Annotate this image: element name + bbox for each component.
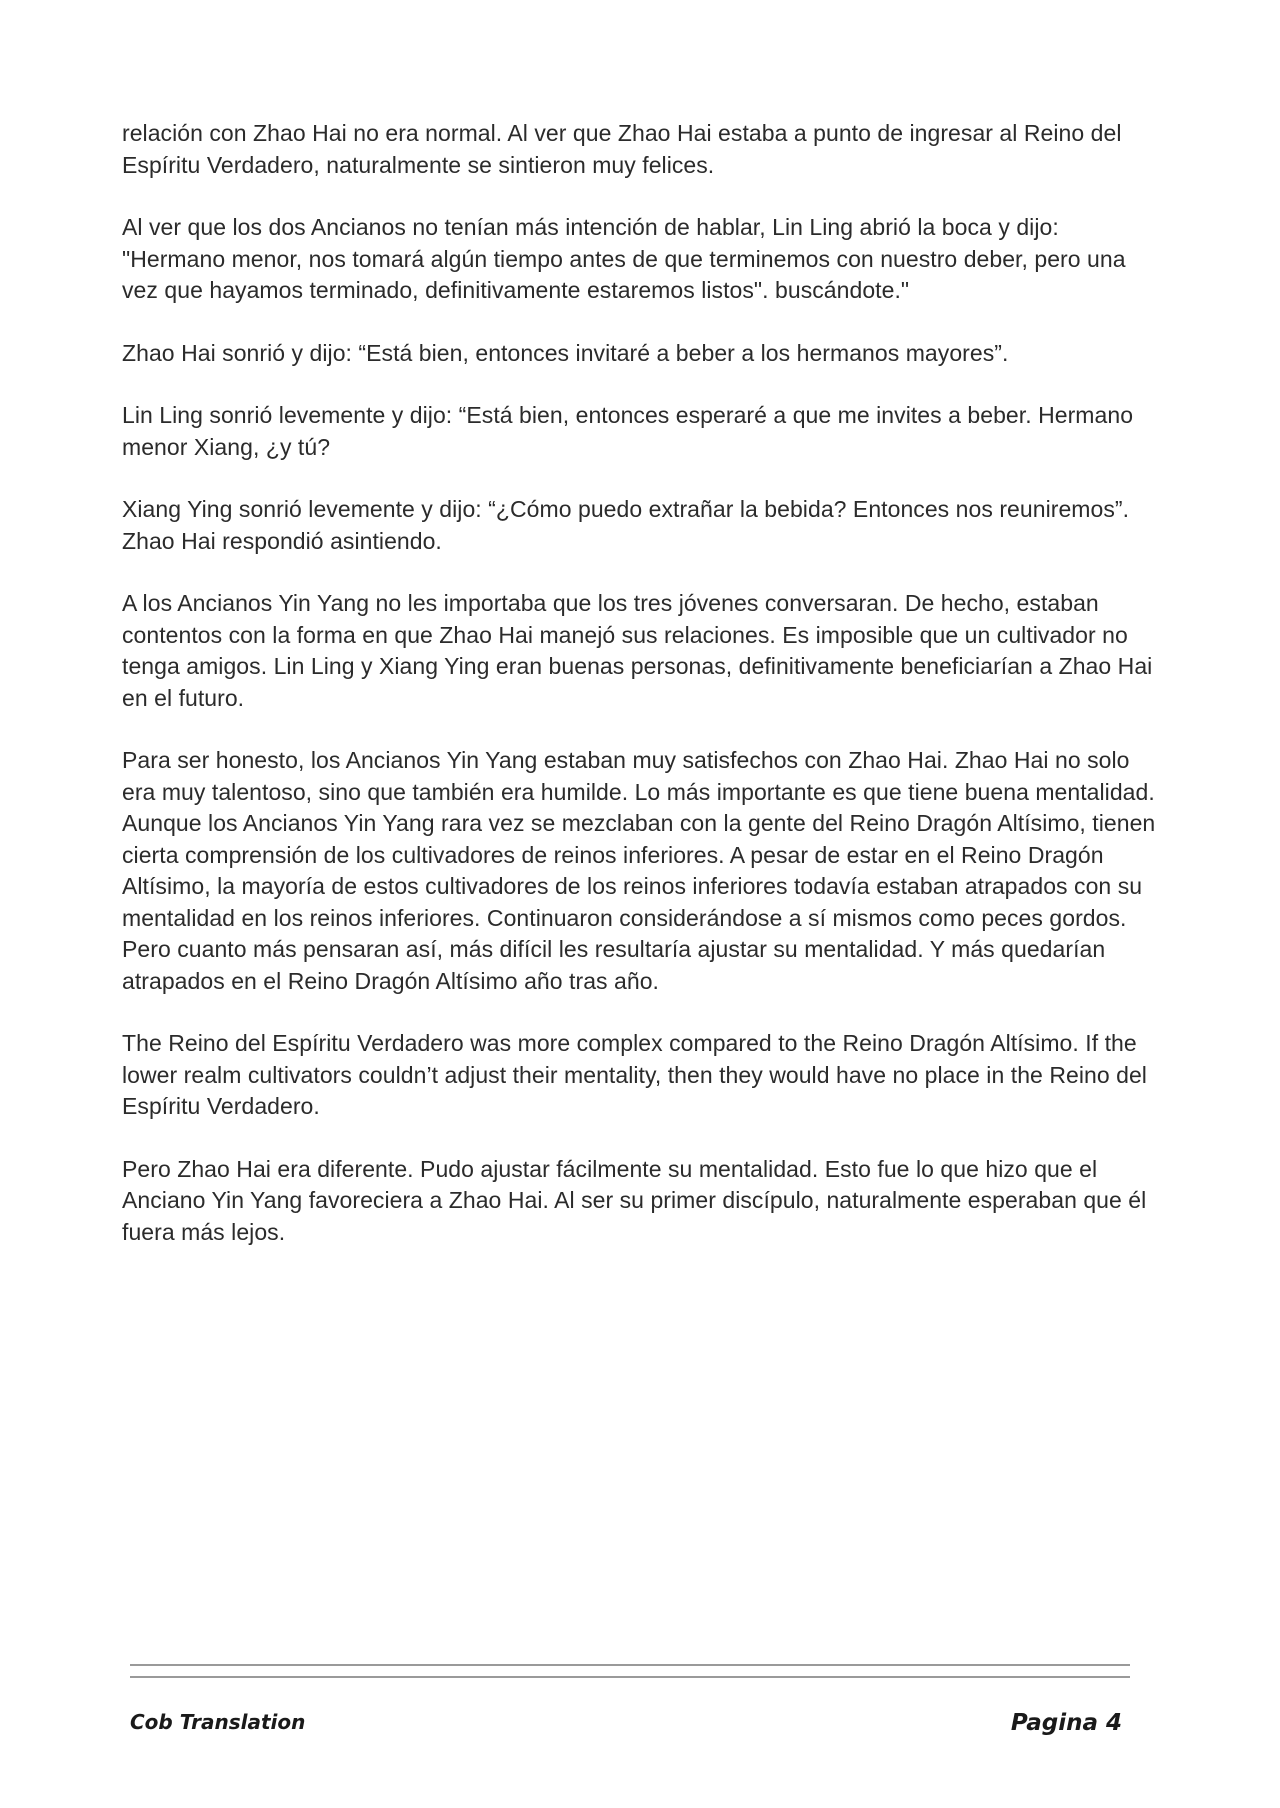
- footer-divider: [130, 1664, 1130, 1666]
- paragraph: relación con Zhao Hai no era normal. Al ver que Zhao Hai estaba a punto de ingresar al Reino del Espíritu Verdadero, naturalmente se sintieron muy felices.: [122, 120, 1122, 178]
- paragraph: Xiang Ying sonrió levemente y dijo: “¿Cómo puedo extrañar la bebida? Entonces nos reuniremos”. Zhao Hai respondió asintiendo.: [122, 496, 1130, 554]
- paragraph: A los Ancianos Yin Yang no les importaba que los tres jóvenes conversaran. De hecho, estaban contentos con la forma en que Zhao Hai manejó sus relaciones. Es imposible que un cultivador no tenga amigos. Lin Ling y Xiang Ying eran buenas personas, definitivamente beneficiarían a Zhao Hai en el futuro.: [122, 590, 1153, 711]
- footer-publisher: Cob Translation: [130, 1710, 306, 1734]
- page-body: [122, 118, 1162, 1279]
- paragraph: Lin Ling sonrió levemente y dijo: “Está bien, entonces esperaré a que me invites a beber. Hermano menor Xiang, ¿y tú?: [122, 402, 1134, 460]
- paragraph: The Reino del Espíritu Verdadero was more complex compared to the Reino Dragón Altísimo. If the lower realm cultivators couldn’t adjust their mentality, then they would have no place in the Reino del Espíritu Verdadero.: [122, 1030, 1147, 1119]
- paragraph: Al ver que los dos Ancianos no tenían más intención de hablar, Lin Ling abrió la boca y dijo: "Hermano menor, nos tomará algún tiempo antes de que terminemos con nuestro deber, pero una vez que hayamos terminado, definitivamente estaremos listos". buscándote.": [122, 214, 1126, 303]
- footer-divider: [130, 1676, 1130, 1678]
- footer-page-number: Pagina 4: [1010, 1710, 1122, 1736]
- paragraph: Para ser honesto, los Ancianos Yin Yang estaban muy satisfechos con Zhao Hai. Zhao Hai no solo era muy talentoso, sino que también era humilde. Lo más importante es que tiene buena mentalidad. Aunque los Ancianos Yin Yang rara vez se mezclaban con la gente del Reino Dragón Altísimo, tienen cierta comprensión de los cultivadores de reinos inferiores. A pesar de estar en el Reino Dragón Altísimo, la mayoría de estos cultivadores de los reinos inferiores todavía estaban atrapados con su mentalidad en los reinos inferiores. Continuaron considerándose a sí mismos como peces gordos. Pero cuanto más pensaran así, más difícil les resultaría ajustar su mentalidad. Y más quedarían atrapados en el Reino Dragón Altísimo año tras año.: [122, 747, 1156, 994]
- paragraph: Pero Zhao Hai era diferente. Pudo ajustar fácilmente su mentalidad. Esto fue lo que hizo que el Anciano Yin Yang favoreciera a Zhao Hai. Al ser su primer discípulo, naturalmente esperaban que él fuera más lejos.: [122, 1155, 1147, 1245]
- paragraph: Zhao Hai sonrió y dijo: “Está bien, entonces invitaré a beber a los hermanos mayores”.: [122, 339, 1009, 366]
